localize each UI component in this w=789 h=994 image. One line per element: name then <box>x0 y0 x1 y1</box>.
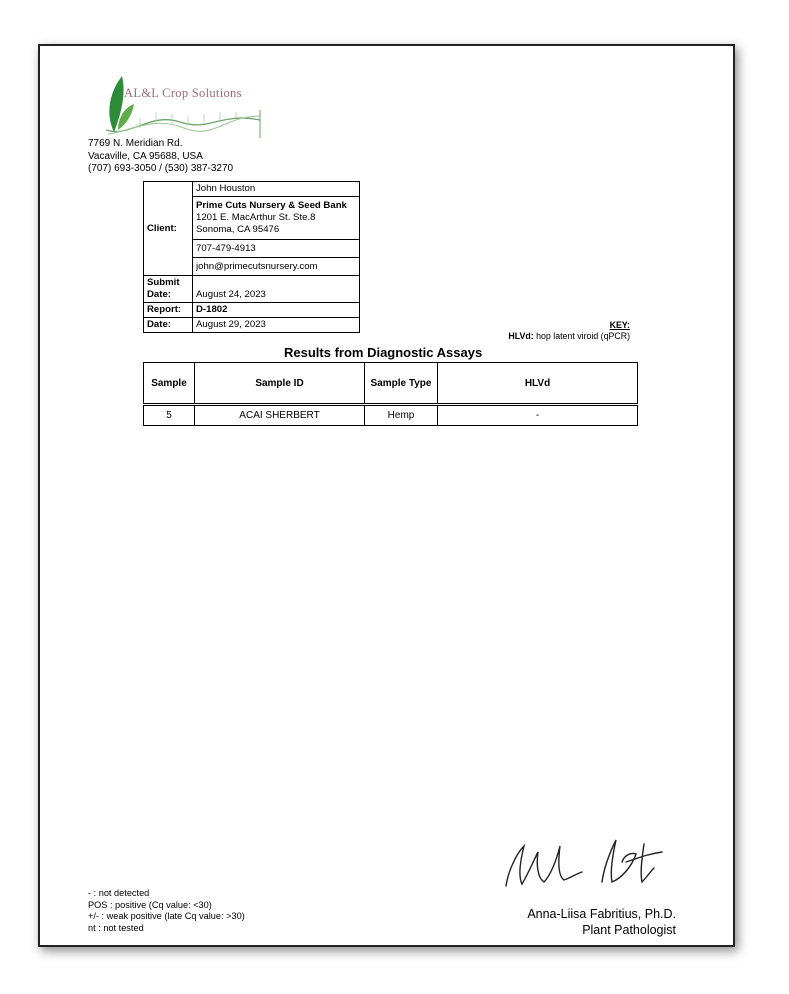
table-row <box>144 405 638 426</box>
client-street: 1201 E. MacArthur St. Ste.8 <box>196 212 316 223</box>
signatory-block <box>470 906 676 938</box>
column-header-sample-id: Sample ID <box>195 363 365 405</box>
signatory-title: Plant Pathologist <box>582 923 676 937</box>
client-contact-name: John Houston <box>193 182 360 197</box>
cell-hlvd: - <box>438 405 638 426</box>
cell-sample-id: ACAI SHERBERT <box>195 405 365 426</box>
cell-sample-type: Hemp <box>365 405 438 426</box>
result-legend <box>88 888 245 934</box>
address-city: Vacaville, CA 95688, USA <box>88 150 203 162</box>
signatory-name: Anna-Liisa Fabritius, Ph.D. <box>527 907 676 921</box>
report-label: Report: <box>144 303 193 318</box>
leaf-logo-icon <box>100 72 265 138</box>
column-header-sample: Sample <box>144 363 195 405</box>
client-company-name: Prime Cuts Nursery & Seed Bank <box>196 200 347 211</box>
report-date-value: August 29, 2023 <box>193 318 360 333</box>
cell-sample: 5 <box>144 405 195 426</box>
client-company-cell <box>193 197 360 240</box>
results-table <box>143 362 638 426</box>
company-logo <box>100 72 265 138</box>
results-title: Results from Diagnostic Assays <box>284 345 483 360</box>
report-date-label: Date: <box>144 318 193 333</box>
client-info-table <box>143 181 360 333</box>
key-definition: hop latent viroid (qPCR) <box>536 331 630 341</box>
client-label: Client: <box>144 182 193 276</box>
legend-positive: POS : positive (Cq value: <30) <box>88 899 212 910</box>
company-address <box>88 138 233 176</box>
key-entry <box>460 331 630 341</box>
report-page <box>38 44 735 947</box>
legend-not-tested: nt : not tested <box>88 922 144 933</box>
legend-weak-positive: +/- : weak positive (late Cq value: >30) <box>88 911 245 921</box>
logo-wordmark: AL&L Crop Solutions <box>124 86 242 100</box>
key-title: KEY: <box>609 320 630 330</box>
submit-date-value: August 24, 2023 <box>193 276 360 303</box>
signature-icon <box>498 832 678 894</box>
key-term: HLVd: <box>508 331 534 341</box>
submit-date-label: Submit Date: <box>144 276 193 303</box>
column-header-hlvd: HLVd <box>438 363 638 405</box>
signature <box>498 832 678 894</box>
client-phone: 707-479-4913 <box>193 240 360 258</box>
column-header-sample-type: Sample Type <box>365 363 438 405</box>
client-email: john@primecutsnursery.com <box>193 258 360 276</box>
client-city: Sonoma, CA 95476 <box>196 224 280 235</box>
report-number: D-1802 <box>193 303 360 318</box>
address-street: 7769 N. Meridian Rd. <box>88 138 183 149</box>
address-phones: (707) 693-3050 / (530) 387-3270 <box>88 163 234 174</box>
legend-not-detected: - : not detected <box>88 888 150 898</box>
